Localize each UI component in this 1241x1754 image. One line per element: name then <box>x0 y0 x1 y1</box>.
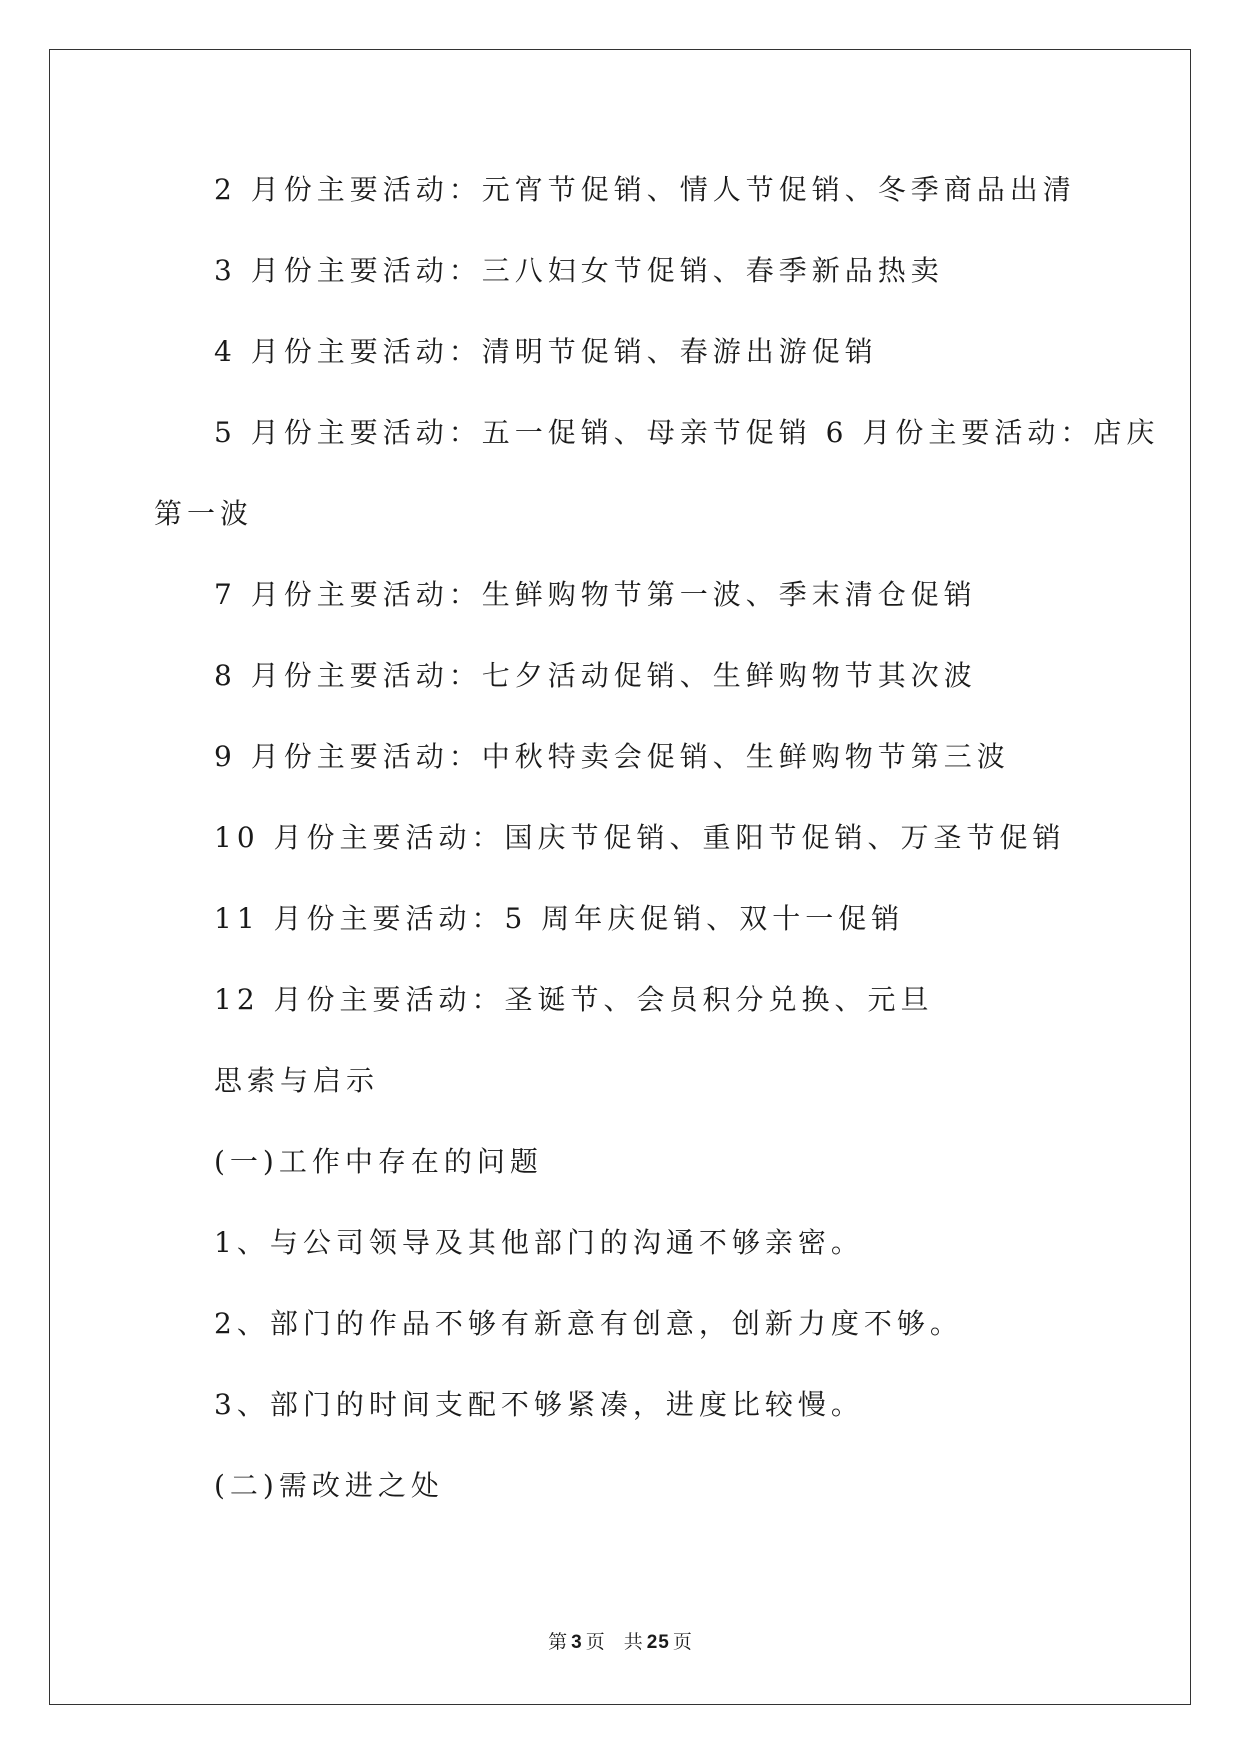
page-border <box>49 49 1191 1705</box>
text-line: 8 月份主要活动：七夕活动促销、生鲜购物节其次波 <box>214 659 977 692</box>
section-heading: 思索与启示 <box>214 1064 380 1097</box>
total-page-count: 25 <box>646 1632 670 1653</box>
list-item: 1、与公司领导及其他部门的沟通不够亲密。 <box>214 1226 864 1259</box>
subsection-heading: (二)需改进之处 <box>214 1469 444 1502</box>
text-line: 10 月份主要活动：国庆节促销、重阳节促销、万圣节促销 <box>214 821 1066 854</box>
list-item: 3、部门的时间支配不够紧凑，进度比较慢。 <box>214 1388 864 1421</box>
page-suffix: 页 <box>585 1631 606 1653</box>
page-prefix: 第 <box>548 1631 569 1653</box>
list-item: 2、部门的作品不够有新意有创意，创新力度不够。 <box>214 1307 963 1340</box>
text-line: 12 月份主要活动：圣诞节、会员积分兑换、元旦 <box>214 983 934 1016</box>
text-line: 3 月份主要活动：三八妇女节促销、春季新品热卖 <box>214 254 944 287</box>
page-footer <box>0 1627 1241 1654</box>
text-line: 11 月份主要活动：5 周年庆促销、双十一促销 <box>214 902 905 935</box>
total-suffix: 页 <box>672 1631 693 1653</box>
text-line: 7 月份主要活动：生鲜购物节第一波、季末清仓促销 <box>214 578 977 611</box>
current-page-number: 3 <box>571 1632 583 1653</box>
text-line: 5 月份主要活动：五一促销、母亲节促销 6 月份主要活动：店庆 <box>214 416 1160 449</box>
text-line: 2 月份主要活动：元宵节促销、情人节促销、冬季商品出清 <box>214 173 1076 206</box>
total-prefix: 共 <box>623 1631 644 1653</box>
text-line: 4 月份主要活动：清明节促销、春游出游促销 <box>214 335 878 368</box>
text-line: 第一波 <box>154 497 254 530</box>
subsection-heading: (一)工作中存在的问题 <box>214 1145 543 1178</box>
text-line: 9 月份主要活动：中秋特卖会促销、生鲜购物节第三波 <box>214 740 1010 773</box>
